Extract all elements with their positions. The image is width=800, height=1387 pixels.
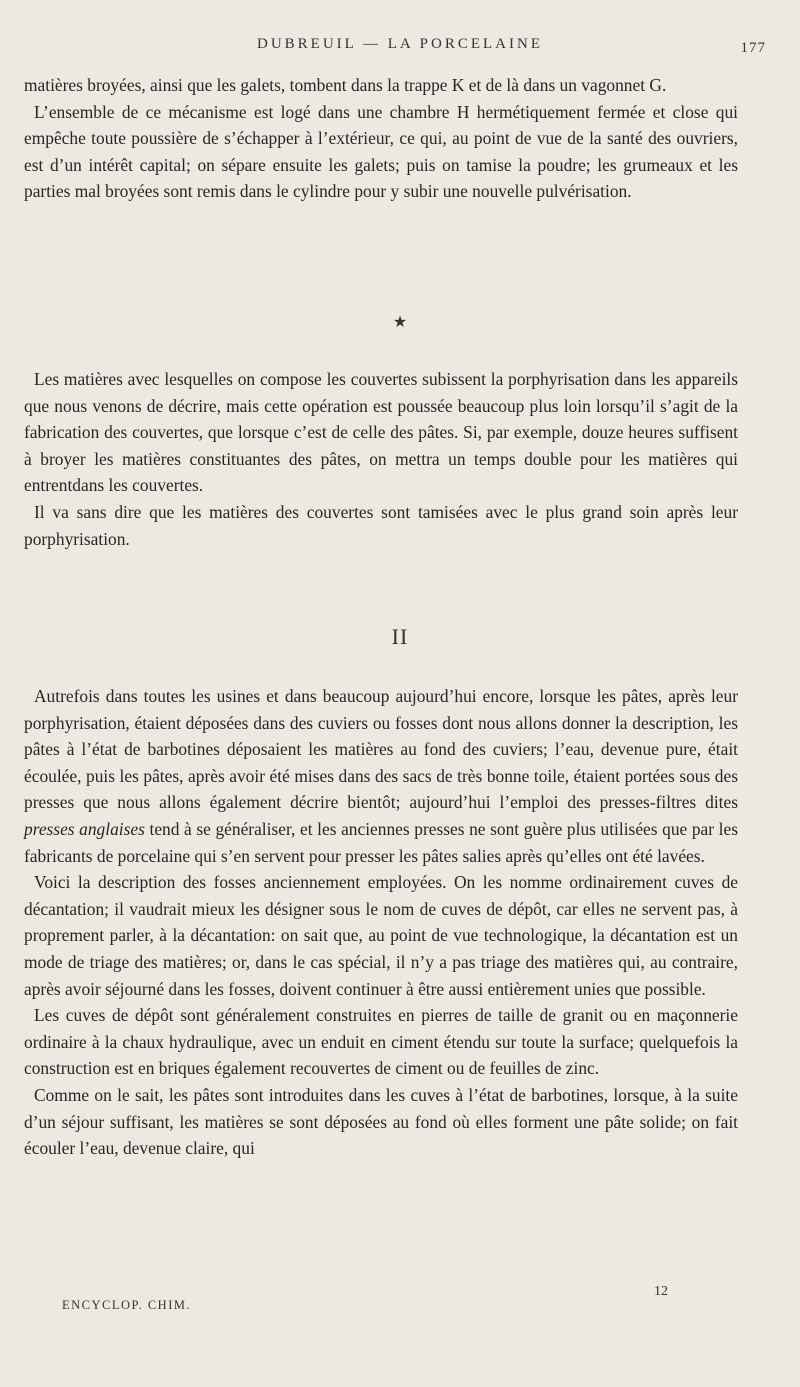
section-heading: II (391, 624, 409, 649)
italic-term: presses anglaises (24, 818, 145, 839)
paragraph-text: tend à se généraliser, et les anciennes presses ne sont guère plus utilisées que par les fabricants de porcelaine qui s’en servent pour presser les pâtes salies après qu’elles ont été lavées. (24, 818, 738, 866)
page-footer (0, 1284, 800, 1322)
paragraph: Les cuves de dépôt sont généralement construites en pierres de taille de granit ou en maçonnerie ordinaire à la chaux hydraulique, avec un enduit en ciment étendu sur toute la surface; quelquefois la construction est en briques également recouvertes de ciment ou de feuilles de zinc. (24, 1005, 738, 1079)
text-block-continuation (24, 72, 738, 205)
paragraph: Comme on le sait, les pâtes sont introduites dans les cuves à l’état de barbotines, lorsque, à la suite d’un séjour suffisant, les matières se sont déposées au fond où elles forment une pâte solide; on fait écouler l’eau, devenue claire, qui (24, 1084, 738, 1159)
text-block-couvertes (24, 366, 738, 552)
paragraph (24, 683, 738, 869)
page-number: 177 (740, 40, 766, 56)
paragraph: matières broyées, ainsi que les galets, tombent dans la trappe K et de là dans un vagonnet G. (24, 75, 667, 95)
footer-series-title: ENCYCLOP. CHIM. (62, 1298, 192, 1312)
star-separator-icon: ★ (392, 312, 408, 331)
signature-mark: 12 (654, 1284, 668, 1299)
running-title: DUBREUIL — LA PORCELAINE (256, 36, 544, 52)
paragraph-text: Autrefois dans toutes les usines et dans beaucoup aujourd’hui encore, lorsque les pâtes, après leur porphyrisation, étaient déposées dans des cuviers ou fosses dont nous allons donner la description, les pâtes à l’état de barbotines déposaient les matières au fond des cuviers; l’eau, devenue pure, était écoulée, puis les pâtes, après avoir été mises dans des sacs de très bonne toile, étaient portées sous des presses que nous allons également décrire bientôt; aujourd’hui l’emploi des presses-filtres dites (24, 686, 738, 813)
paragraph: Voici la description des fosses anciennement employées. On les nomme ordinairement cuves de décantation; il vaudrait mieux les désigner sous le nom de cuves de dépôt, car elles ne servent pas, à proprement parler, à la décantation: on sait que, au point de vue technologique, la décantation est un mode de triage des matières; or, dans le cas spécial, il n’y a pas triage des matières qui, au contraire, après avoir séjourné dans les fosses, doivent continuer à être aussi entièrement unies que possible. (24, 872, 738, 999)
text-block-section-ii (24, 683, 738, 1162)
paragraph: Les matières avec lesquelles on compose les couvertes subissent la porphyrisation dans les appareils que nous venons de décrire, mais cette opération est poussée beaucoup plus loin lorsqu’il s’agit de la fabrication des couvertes, que lorsque c’est de celle des pâtes. Si, par exemple, douze heures suffisent à broyer les matières constituantes des pâtes, on mettra un temps double pour les matières qui entrentdans les couvertes. (24, 369, 738, 496)
paragraph: Il va sans dire que les matières des couvertes sont tamisées avec le plus grand soin après leur porphyrisation. (24, 501, 738, 549)
paragraph: L’ensemble de ce mécanisme est logé dans une chambre H hermétiquement fermée et close qui empêche toute poussière de s’échapper à l’extérieur, ce qui, au point de vue de la santé des ouvriers, est d’un intérêt capital; on sépare ensuite les galets; puis on tamise la poudre; les grumeaux et les parties mal broyées sont remis dans le cylindre pour y subir une nouvelle pulvérisation. (24, 101, 738, 202)
running-head (0, 36, 800, 60)
